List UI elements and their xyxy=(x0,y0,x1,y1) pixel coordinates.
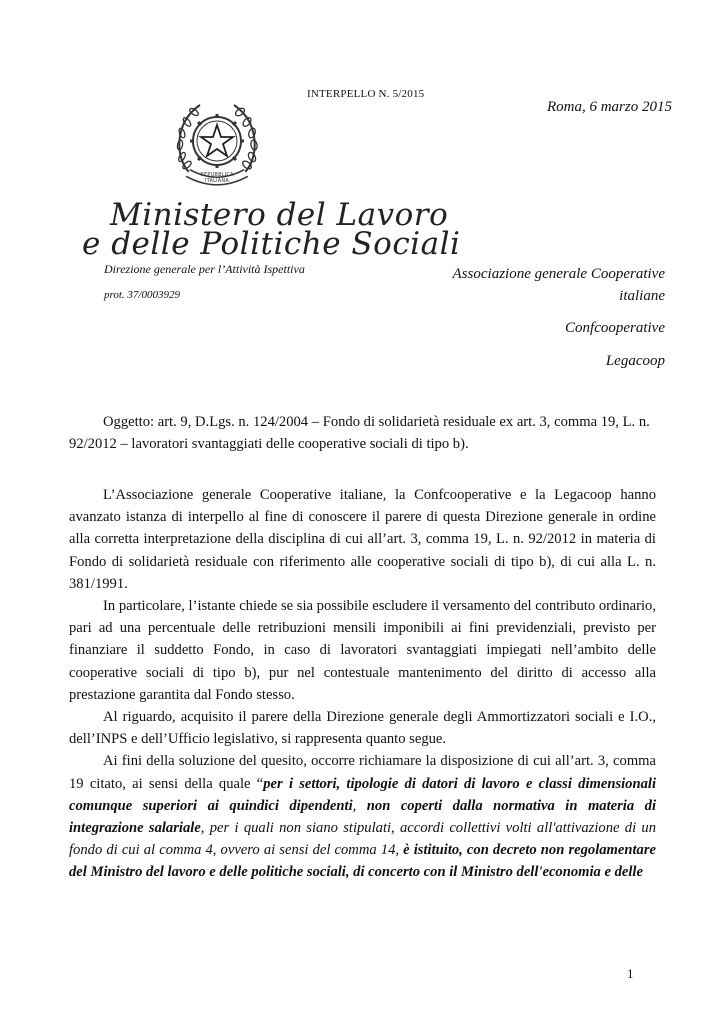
recipient-3: Legacoop xyxy=(605,353,665,369)
recipient-1-line1: Associazione generale Cooperative xyxy=(452,266,665,282)
paragraph-4-quote-bold-2: non coperti dalla normativa in materia di integrazione salariale xyxy=(69,797,657,837)
subject-line2: 92/2012 – lavoratori svantaggiati delle cooperative sociali di tipo b). xyxy=(69,436,469,453)
paragraph-4-comma: , xyxy=(352,797,367,814)
paragraph-4-intro: Ai fini della soluzione del quesito, occorre richiamare la disposizione di cui all’art. 3, comma 19 citato, ai sensi della quale “ xyxy=(69,753,656,792)
letter-body xyxy=(69,484,656,884)
subject xyxy=(69,411,656,455)
protocol-number: prot. 37/0003929 xyxy=(104,289,180,301)
paragraph-4-quote-italic: , per i quali non siano stipulati, accordi collettivi volti all'attivazione di un fondo di cui al comma 4, ovvero ai sensi del comma 14, xyxy=(69,820,657,859)
paragraph-1: L’Associazione generale Cooperative italiane, la Confcooperative e la Legacoop hanno avanzato istanza di interpello al fine di conoscere il parere di questa Direzione generale in ordine alla corretta interpretazione della disciplina di cui all’art. 3, comma 19, L. n. 92/2012 in materia di Fondo di solidarietà residuale con riferimento alle cooperative sociali di tipo b), di cui alla L. n. 381/1991. xyxy=(69,487,656,592)
subject-line1: Oggetto: art. 9, D.Lgs. n. 124/2004 – Fondo di solidarietà residuale ex art. 3, comma 19, L. n. xyxy=(103,414,650,430)
ministry-name-line2: e delle Politiche Sociali xyxy=(82,226,461,262)
paragraph-4-quote-bold-3: è istituito, con decreto non regolamentare del Ministro del lavoro e delle politiche sociali, di concerto con il Ministro dell'economia e delle xyxy=(69,842,657,881)
department-name: Direzione generale per l’Attività Ispettiva xyxy=(104,262,305,276)
emblem xyxy=(172,97,262,189)
recipient-1-line2: italiane xyxy=(619,288,665,304)
interpello-number: INTERPELLO N. 5/2015 xyxy=(307,88,425,100)
paragraph-2: In particolare, l’istante chiede se sia possibile escludere il versamento del contributo ordinario, pari ad una percentuale delle retribuzioni mensili imponibili ai fini previdenziali, previsto per finanziare il suddetto Fondo, in caso di lavoratori svantaggiati impiegati nell’ambito delle cooperative sociali di tipo b), pur nel contestuale mantenimento del diritto di accesso alla prestazione garantita dal Fondo stesso. xyxy=(69,598,656,703)
page-number: 1 xyxy=(627,966,634,981)
emblem-ribbon-text: REPUBBLICA ITALIANA xyxy=(200,172,234,184)
ministry-name-line1: Ministero del Lavoro xyxy=(110,197,449,233)
place-date: Roma, 6 marzo 2015 xyxy=(546,99,672,115)
recipient-2: Confcooperative xyxy=(565,320,665,336)
paragraph-4-quote-bold-1: per i settori, tipologie di datori di lavoro e classi dimensionali comunque superiori ai quindici dipendenti xyxy=(69,775,657,814)
paragraph-4 xyxy=(69,750,656,883)
paragraph-3: Al riguardo, acquisito il parere della Direzione generale degli Ammortizzatori sociali e I.O., dell’INPS e dell’Ufficio legislativo, si rappresenta quanto segue. xyxy=(69,709,656,748)
